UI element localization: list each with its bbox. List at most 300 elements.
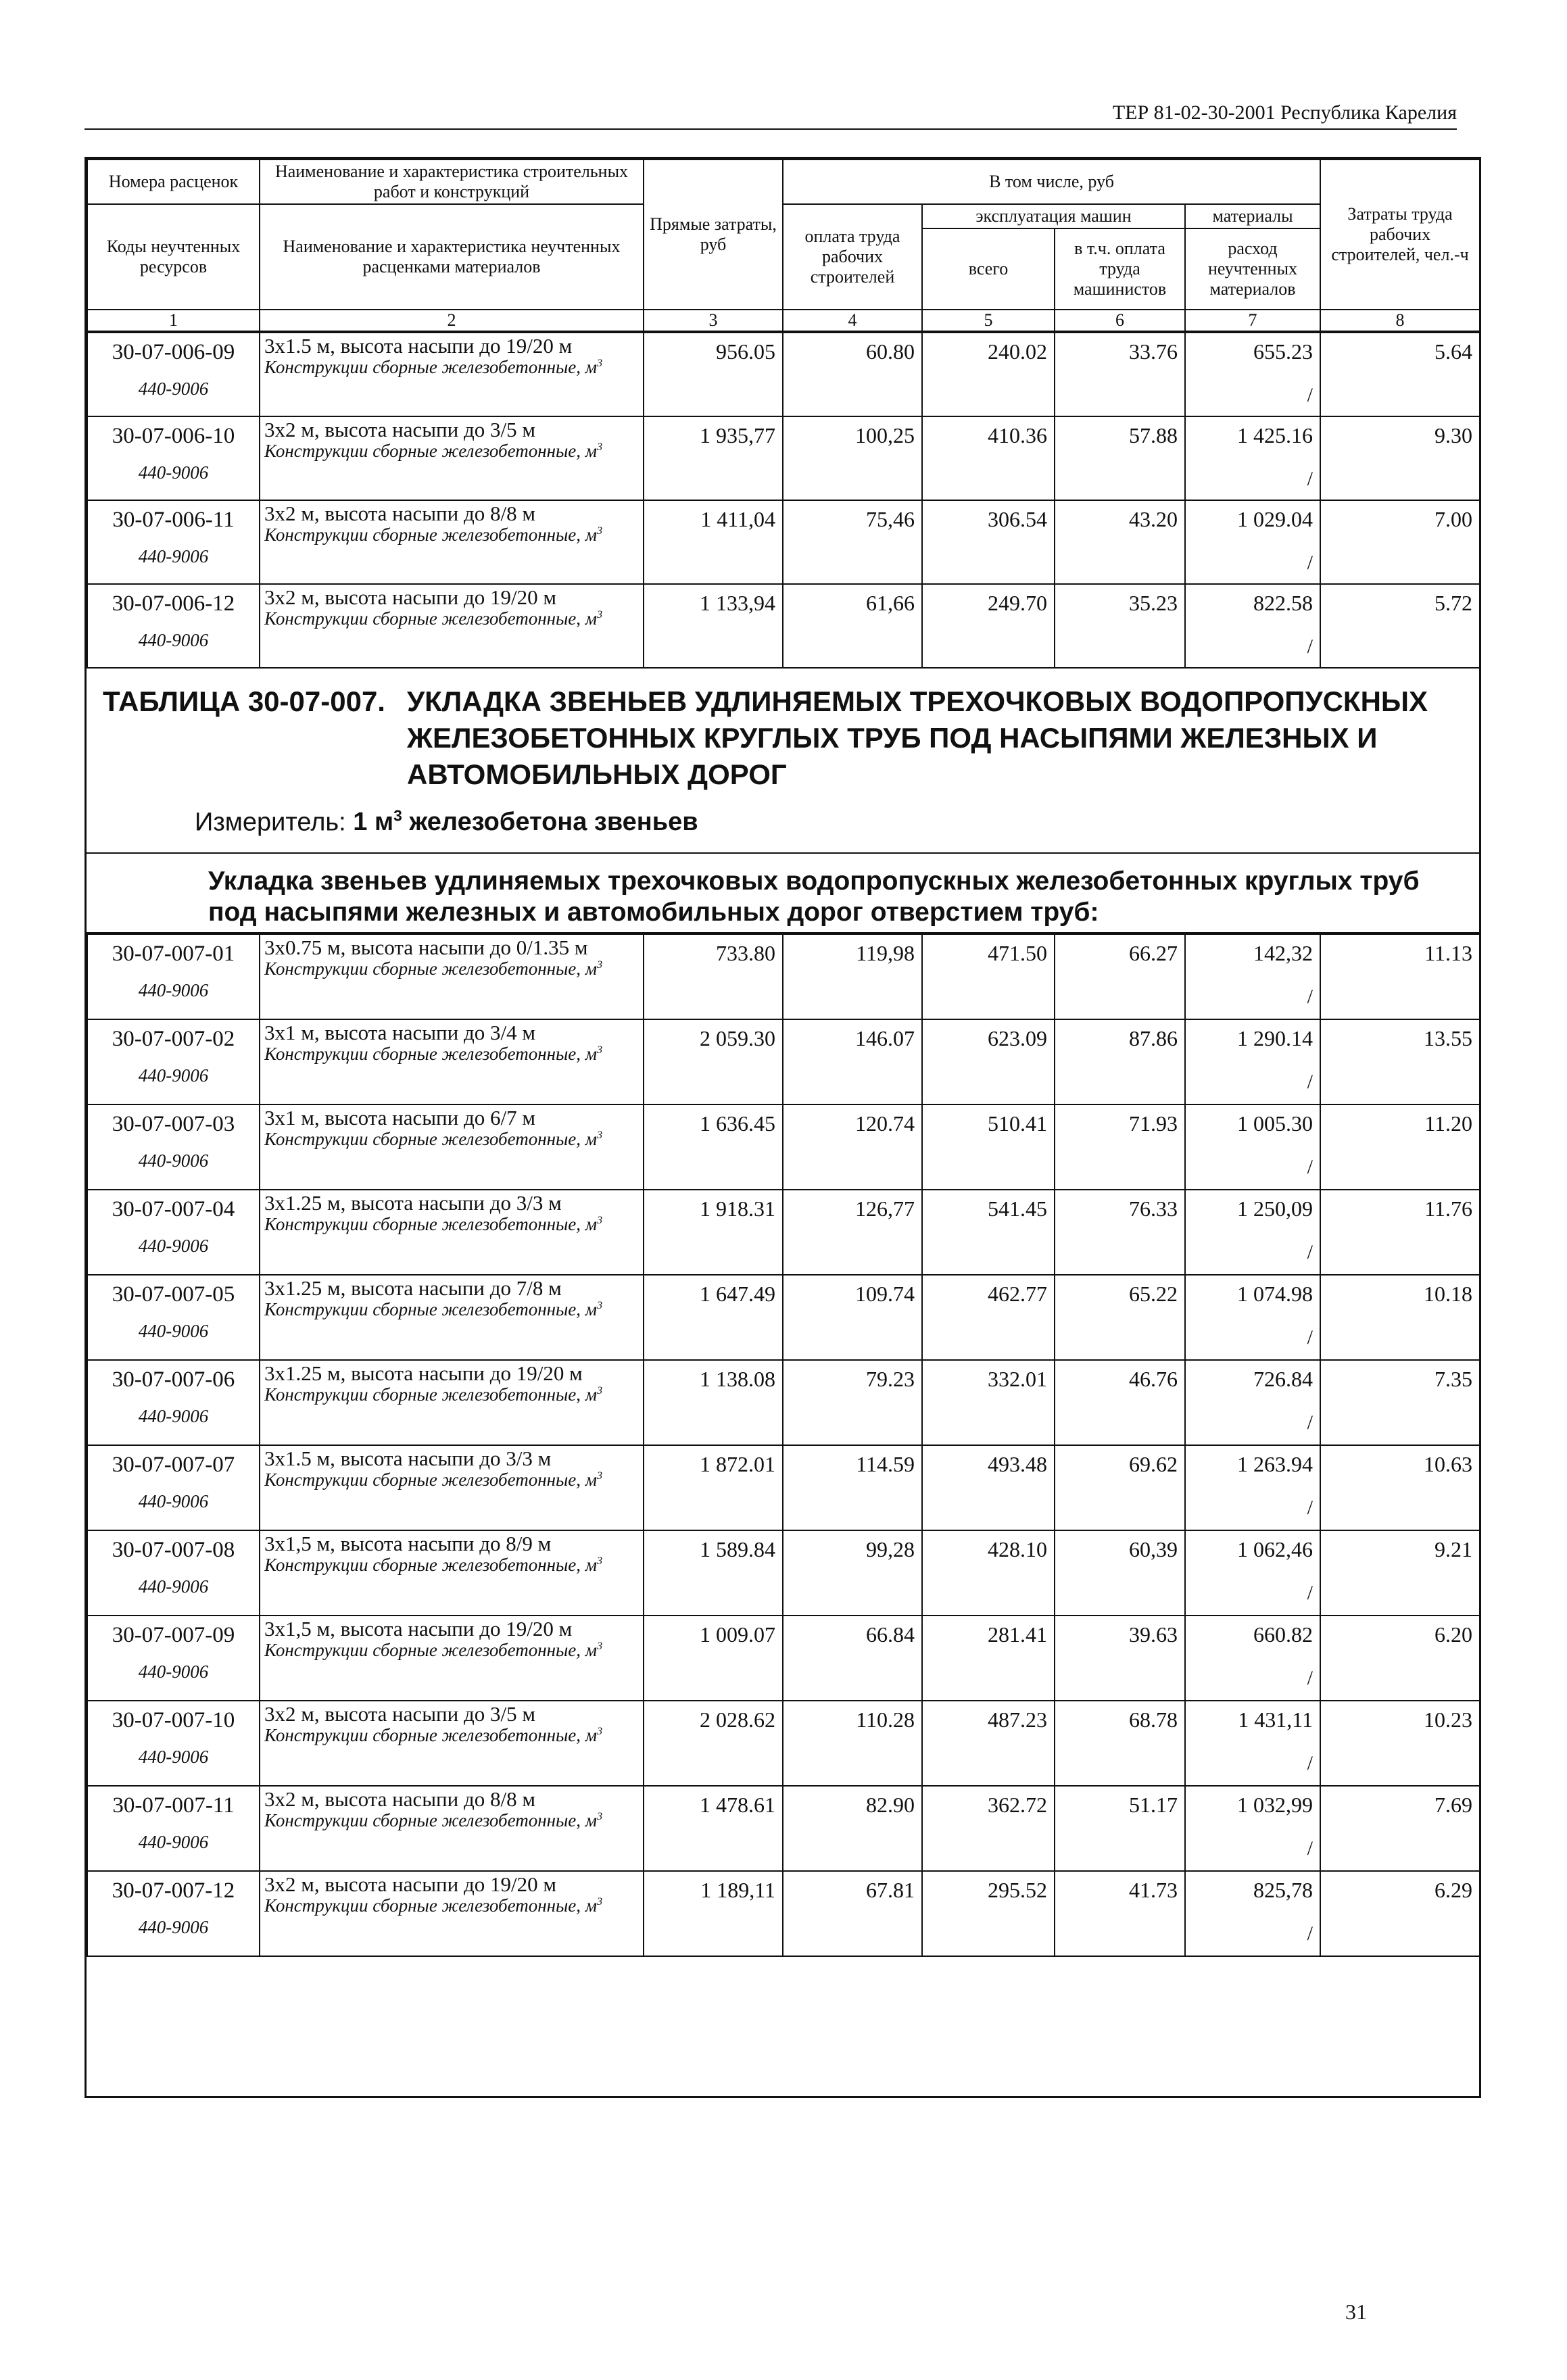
labor-hours-value — [1320, 1104, 1480, 1190]
measurement-unit-label: Измеритель: — [195, 808, 346, 837]
machine-total-value-text: 410.36 — [988, 422, 1047, 447]
measurement-unit-value: 1 м — [353, 808, 394, 837]
labor-hours-value — [1320, 1701, 1480, 1786]
worker-pay-value-text: 61,66 — [866, 590, 915, 615]
machine-total-value-text: 623.09 — [988, 1025, 1047, 1050]
material-name: Конструкции сборные железобетонные, м — [264, 1639, 598, 1660]
worker-pay-value-text: 66.84 — [866, 1622, 915, 1647]
worker-pay-value — [783, 1786, 922, 1871]
resource-unit: / — [1307, 1070, 1313, 1093]
col-num: 7 — [1185, 310, 1320, 331]
unit-exponent: 3 — [597, 958, 603, 971]
labor-hours-value-text: 10.63 — [1424, 1451, 1472, 1476]
table-row — [87, 1445, 1480, 1530]
rate-code: 30-07-007-08 — [112, 1537, 235, 1562]
work-description: 3х2 м, высота насыпи до 3/5 м — [264, 1701, 535, 1726]
header-direct-costs: Прямые затраты, руб — [644, 160, 783, 310]
unit-exponent: 3 — [597, 1895, 603, 1908]
resource-code: 440-9006 — [138, 378, 209, 399]
measurement-unit: Измеритель: 1 $м^3$ железобетона звеньев — [195, 806, 698, 837]
rate-code-cell — [87, 1104, 260, 1190]
table-row — [87, 1616, 1480, 1701]
material-description — [264, 441, 639, 460]
worker-pay-value-text: 60.80 — [866, 339, 915, 364]
materials-value — [1185, 1445, 1320, 1530]
table-row — [87, 1871, 1480, 1956]
resource-code: 440-9006 — [138, 1065, 209, 1086]
rate-code: 30-07-007-01 — [112, 941, 235, 966]
direct-costs-value-text: 1 138.08 — [700, 1366, 775, 1391]
table-row — [87, 1530, 1480, 1616]
worker-pay-value — [783, 934, 922, 1019]
work-description: 3х1,5 м, высота насыпи до 8/9 м — [264, 1531, 552, 1555]
material-name: Конструкции сборные железобетонные, м — [264, 524, 598, 545]
rate-code-cell — [87, 1616, 260, 1701]
resource-unit: / — [1307, 1751, 1313, 1774]
rate-code: 30-07-007-12 — [112, 1878, 235, 1903]
machinist-pay-value-text: 71.93 — [1129, 1111, 1178, 1136]
materials-value — [1185, 1530, 1320, 1616]
resource-unit: / — [1307, 467, 1313, 490]
machinist-pay-value — [1055, 1445, 1185, 1530]
unit-exponent: 3 — [597, 1810, 603, 1822]
materials-value-text: 1 250,09 — [1237, 1196, 1313, 1221]
resource-unit: / — [1307, 1496, 1313, 1519]
worker-pay-value — [783, 333, 922, 416]
machinist-pay-value-text: 57.88 — [1129, 422, 1178, 447]
material-name: Конструкции сборные железобетонные, м — [264, 440, 598, 461]
resource-code: 440-9006 — [138, 1576, 209, 1597]
direct-costs-value — [644, 1360, 783, 1445]
rates-table-bottom — [87, 933, 1480, 1957]
material-description — [264, 1811, 639, 1830]
resource-code: 440-9006 — [138, 629, 209, 650]
table-row — [87, 1701, 1480, 1786]
work-description: 3х1.5 м, высота насыпи до 19/20 м — [264, 333, 573, 358]
direct-costs-value-text: 733.80 — [716, 940, 775, 965]
resource-code: 440-9006 — [138, 1406, 209, 1426]
work-description: 3х2 м, высота насыпи до 8/8 м — [264, 1787, 535, 1811]
direct-costs-value-text: 1 133,94 — [700, 590, 775, 615]
labor-hours-value-text: 9.30 — [1435, 422, 1472, 447]
table-row — [87, 500, 1480, 584]
labor-hours-value — [1320, 1871, 1480, 1956]
resource-code: 440-9006 — [138, 1917, 209, 1937]
material-name: Конструкции сборные железобетонные, м — [264, 356, 598, 377]
machinist-pay-value-text: 66.27 — [1129, 940, 1178, 965]
worker-pay-value-text: 110.28 — [856, 1707, 915, 1732]
table-row — [87, 584, 1480, 668]
header-machine-operation: эксплуатация машин — [922, 204, 1185, 228]
description-cell — [260, 333, 644, 416]
unit-exponent: 3 — [597, 1384, 603, 1397]
machinist-pay-value — [1055, 1360, 1185, 1445]
table-row — [87, 1275, 1480, 1360]
rate-code-cell — [87, 1701, 260, 1786]
machinist-pay-value-text: 39.63 — [1129, 1622, 1178, 1647]
machine-total-value — [922, 416, 1055, 500]
machinist-pay-value — [1055, 1786, 1185, 1871]
direct-costs-value-text: 1 935,77 — [700, 422, 775, 447]
unit-exponent: 3 — [597, 608, 603, 621]
rate-code-cell — [87, 1786, 260, 1871]
description-cell — [260, 1275, 644, 1360]
direct-costs-value — [644, 1616, 783, 1701]
material-description — [264, 1130, 639, 1148]
machinist-pay-value — [1055, 1871, 1185, 1956]
machine-total-value — [922, 1701, 1055, 1786]
labor-hours-value-text: 6.29 — [1435, 1877, 1472, 1902]
worker-pay-value — [783, 1190, 922, 1275]
direct-costs-value — [644, 1275, 783, 1360]
labor-hours-value — [1320, 333, 1480, 416]
header-rule — [85, 128, 1457, 130]
material-name: Конструкции сборные железобетонные, м — [264, 1384, 598, 1405]
labor-hours-value — [1320, 1019, 1480, 1104]
unit-exponent: 3 — [597, 1724, 603, 1737]
machinist-pay-value-text: 68.78 — [1129, 1707, 1178, 1732]
materials-value — [1185, 1871, 1320, 1956]
machine-total-value — [922, 500, 1055, 584]
unit-exponent: 3 — [597, 524, 603, 537]
table-row — [87, 333, 1480, 416]
worker-pay-value — [783, 1360, 922, 1445]
work-description: 3х1 м, высота насыпи до 3/4 м — [264, 1020, 535, 1044]
machinist-pay-value — [1055, 1701, 1185, 1786]
resource-unit: / — [1307, 1240, 1313, 1263]
direct-costs-value-text: 1 872.01 — [700, 1451, 775, 1476]
machine-total-value-text: 510.41 — [988, 1111, 1047, 1136]
unit-exponent: 3 — [597, 1298, 603, 1311]
resource-code: 440-9006 — [138, 1661, 209, 1682]
machinist-pay-value-text: 65.22 — [1129, 1281, 1178, 1306]
resource-unit: / — [1307, 1837, 1313, 1860]
rate-code-cell — [87, 1190, 260, 1275]
materials-value — [1185, 1104, 1320, 1190]
materials-value — [1185, 500, 1320, 584]
material-description — [264, 1215, 639, 1234]
material-description — [264, 1555, 639, 1574]
material-description — [264, 1300, 639, 1319]
column-header-table — [87, 159, 1480, 332]
rate-code-cell — [87, 416, 260, 500]
machinist-pay-value — [1055, 1530, 1185, 1616]
direct-costs-value — [644, 1871, 783, 1956]
material-description — [264, 1726, 639, 1745]
machinist-pay-value — [1055, 1616, 1185, 1701]
rate-code-cell — [87, 1445, 260, 1530]
work-description: 3х2 м, высота насыпи до 8/8 м — [264, 501, 535, 525]
description-cell — [260, 1190, 644, 1275]
direct-costs-value — [644, 1104, 783, 1190]
machinist-pay-value-text: 60,39 — [1129, 1536, 1178, 1561]
rate-code-cell — [87, 934, 260, 1019]
direct-costs-value-text: 1 411,04 — [700, 506, 775, 531]
labor-hours-value-text: 7.00 — [1435, 506, 1472, 531]
direct-costs-value — [644, 1019, 783, 1104]
resource-unit: / — [1307, 551, 1313, 574]
labor-hours-value-text: 5.64 — [1435, 339, 1472, 364]
labor-hours-value — [1320, 1786, 1480, 1871]
machine-total-value — [922, 1104, 1055, 1190]
material-name: Конструкции сборные железобетонные, м — [264, 1043, 598, 1064]
worker-pay-value-text: 119,98 — [856, 940, 915, 965]
direct-costs-value — [644, 416, 783, 500]
worker-pay-value — [783, 1701, 922, 1786]
material-name: Конструкции сборные железобетонные, м — [264, 1469, 598, 1490]
machine-total-value — [922, 1445, 1055, 1530]
materials-value-text: 1 005.30 — [1237, 1111, 1313, 1136]
worker-pay-value-text: 109.74 — [855, 1281, 915, 1306]
header-unaccounted-materials: расход неучтенных материалов — [1185, 228, 1320, 310]
rate-code-cell — [87, 1275, 260, 1360]
materials-value-text: 1 431,11 — [1238, 1707, 1313, 1732]
col-num: 5 — [922, 310, 1055, 331]
material-description — [264, 1641, 639, 1659]
machine-total-value-text: 281.41 — [988, 1622, 1047, 1647]
machine-total-value — [922, 1871, 1055, 1956]
description-cell — [260, 500, 644, 584]
direct-costs-value — [644, 1786, 783, 1871]
worker-pay-value-text: 120.74 — [855, 1111, 915, 1136]
machine-total-value-text: 462.77 — [988, 1281, 1047, 1306]
table-title-text-2: ЖЕЛЕЗОБЕТОННЫХ КРУГЛЫХ ТРУБ ПОД НАСЫПЯМИ ЖЕЛЕЗНЫХ И — [407, 721, 1378, 754]
resource-unit: / — [1307, 1155, 1313, 1178]
material-name: Конструкции сборные железобетонные, м — [264, 1724, 598, 1745]
machine-total-value — [922, 333, 1055, 416]
direct-costs-value-text: 1 189,11 — [700, 1877, 775, 1902]
worker-pay-value-text: 79.23 — [866, 1366, 915, 1391]
table-row — [87, 416, 1480, 500]
rate-code-cell — [87, 584, 260, 668]
worker-pay-value-text: 99,28 — [866, 1536, 915, 1561]
direct-costs-value — [644, 584, 783, 668]
labor-hours-value — [1320, 1275, 1480, 1360]
header-materials: материалы — [1185, 204, 1320, 228]
header-including: В том числе, руб — [783, 160, 1320, 204]
unit-exponent: 3 — [597, 1639, 603, 1652]
materials-value — [1185, 1275, 1320, 1360]
machine-total-value-text: 493.48 — [988, 1451, 1047, 1476]
labor-hours-value-text: 11.76 — [1424, 1196, 1472, 1221]
direct-costs-value-text: 2 028.62 — [700, 1707, 775, 1732]
materials-value — [1185, 1360, 1320, 1445]
direct-costs-value-text: 1 478.61 — [700, 1792, 775, 1817]
col-num: 8 — [1320, 310, 1480, 331]
unit-exponent: 3 — [597, 356, 603, 369]
machinist-pay-value — [1055, 1104, 1185, 1190]
machine-total-value-text: 295.52 — [988, 1877, 1047, 1902]
material-name: Конструкции сборные железобетонные, м — [264, 958, 598, 979]
header-machine-total: всего — [922, 228, 1055, 310]
description-cell — [260, 1019, 644, 1104]
labor-hours-value — [1320, 1445, 1480, 1530]
rate-code: 30-07-007-07 — [112, 1452, 235, 1477]
materials-value — [1185, 934, 1320, 1019]
labor-hours-value-text: 11.13 — [1424, 940, 1472, 965]
material-description — [264, 358, 639, 377]
resource-code: 440-9006 — [138, 462, 209, 483]
machinist-pay-value-text: 33.76 — [1129, 339, 1178, 364]
materials-value-text: 1 032,99 — [1237, 1792, 1313, 1817]
description-cell — [260, 1445, 644, 1530]
price-table-page — [85, 157, 1481, 2098]
table-title-block — [87, 669, 1479, 852]
materials-value-text: 655.23 — [1253, 339, 1313, 364]
machine-total-value — [922, 1190, 1055, 1275]
machinist-pay-value — [1055, 416, 1185, 500]
table-row — [87, 1360, 1480, 1445]
machinist-pay-value-text: 43.20 — [1129, 506, 1178, 531]
machine-total-value-text: 306.54 — [988, 506, 1047, 531]
measurement-unit-rest: железобетона звеньев — [409, 808, 698, 837]
material-description — [264, 1044, 639, 1063]
unit-exponent: 3 — [597, 1469, 603, 1482]
col-num: 1 — [87, 310, 260, 331]
materials-value — [1185, 584, 1320, 668]
rate-code: 30-07-007-04 — [112, 1196, 235, 1221]
rate-code: 30-07-006-12 — [112, 591, 235, 616]
description-cell — [260, 1104, 644, 1190]
resource-unit: / — [1307, 1326, 1313, 1349]
work-description: 3х1.25 м, высота насыпи до 3/3 м — [264, 1190, 562, 1215]
description-cell — [260, 1701, 644, 1786]
machine-total-value — [922, 1616, 1055, 1701]
labor-hours-value — [1320, 934, 1480, 1019]
material-description — [264, 1896, 639, 1915]
materials-value — [1185, 333, 1320, 416]
materials-value — [1185, 1616, 1320, 1701]
machinist-pay-value — [1055, 1190, 1185, 1275]
resource-unit: / — [1307, 635, 1313, 658]
worker-pay-value — [783, 500, 922, 584]
materials-value-text: 1 062,46 — [1237, 1536, 1313, 1561]
machine-total-value-text: 249.70 — [988, 590, 1047, 615]
worker-pay-value-text: 100,25 — [855, 422, 915, 447]
unit-exponent: 3 — [597, 1043, 603, 1056]
machine-total-value-text: 541.45 — [988, 1196, 1047, 1221]
page-number: 31 — [1345, 2300, 1367, 2324]
machine-total-value-text: 240.02 — [988, 339, 1047, 364]
labor-hours-value-text: 7.69 — [1435, 1792, 1472, 1817]
machinist-pay-value-text: 69.62 — [1129, 1451, 1178, 1476]
work-description: 3х1,5 м, высота насыпи до 19/20 м — [264, 1616, 573, 1641]
machine-total-value — [922, 1019, 1055, 1104]
labor-hours-value — [1320, 1190, 1480, 1275]
resource-code: 440-9006 — [138, 1236, 209, 1256]
table-row — [87, 1019, 1480, 1104]
rates-table-top — [87, 332, 1480, 669]
machine-total-value — [922, 584, 1055, 668]
labor-hours-value — [1320, 1530, 1480, 1616]
resource-code: 440-9006 — [138, 545, 209, 566]
resource-unit: / — [1307, 1922, 1313, 1945]
material-description — [264, 959, 639, 978]
unit-exponent: 3 — [597, 1128, 603, 1141]
worker-pay-value — [783, 1871, 922, 1956]
unit-exponent: 3 — [597, 1554, 603, 1567]
work-description: 3х1.25 м, высота насыпи до 19/20 м — [264, 1361, 583, 1385]
rate-code-cell — [87, 333, 260, 416]
resource-unit: / — [1307, 985, 1313, 1008]
material-name: Конструкции сборные железобетонные, м — [264, 608, 598, 629]
resource-unit: / — [1307, 383, 1313, 406]
worker-pay-value — [783, 1019, 922, 1104]
materials-value-text: 726.84 — [1253, 1366, 1313, 1391]
col-num: 4 — [783, 310, 922, 331]
machinist-pay-value-text: 46.76 — [1129, 1366, 1178, 1391]
table-title-line1 — [103, 683, 1455, 720]
machinist-pay-value-text: 41.73 — [1129, 1877, 1178, 1902]
material-name: Конструкции сборные железобетонные, м — [264, 1554, 598, 1575]
work-description: 3х1 м, высота насыпи до 6/7 м — [264, 1105, 535, 1130]
machine-total-value-text: 428.10 — [988, 1536, 1047, 1561]
machinist-pay-value-text: 76.33 — [1129, 1196, 1178, 1221]
machine-total-value-text: 487.23 — [988, 1707, 1047, 1732]
machine-total-value — [922, 1360, 1055, 1445]
machine-total-value — [922, 1530, 1055, 1616]
labor-hours-value — [1320, 416, 1480, 500]
material-description — [264, 609, 639, 628]
rate-code: 30-07-006-10 — [112, 423, 235, 448]
header-material-description: Наименование и характеристика неучтенных расценками материалов — [260, 204, 644, 310]
work-description: 3х1.25 м, высота насыпи до 7/8 м — [264, 1276, 562, 1300]
material-name: Конструкции сборные железобетонные, м — [264, 1298, 598, 1319]
worker-pay-value-text: 114.59 — [856, 1451, 915, 1476]
direct-costs-value-text: 1 918.31 — [700, 1196, 775, 1221]
rate-code: 30-07-007-10 — [112, 1707, 235, 1732]
material-name: Конструкции сборные железобетонные, м — [264, 1128, 598, 1149]
labor-hours-value-text: 10.18 — [1424, 1281, 1472, 1306]
rate-code: 30-07-006-09 — [112, 339, 235, 364]
resource-code: 440-9006 — [138, 980, 209, 1000]
materials-value-text: 1 425.16 — [1237, 422, 1313, 447]
materials-value — [1185, 1019, 1320, 1104]
resource-code: 440-9006 — [138, 1150, 209, 1171]
materials-value — [1185, 1786, 1320, 1871]
table-row — [87, 1786, 1480, 1871]
description-cell — [260, 1360, 644, 1445]
material-name: Конструкции сборные железобетонные, м — [264, 1213, 598, 1234]
unit-exponent: 3 — [597, 440, 603, 453]
direct-costs-value — [644, 934, 783, 1019]
description-cell — [260, 1530, 644, 1616]
rate-code: 30-07-006-11 — [112, 507, 235, 532]
header-work-description: Наименование и характеристика строительных работ и конструкций — [260, 160, 644, 204]
description-cell — [260, 584, 644, 668]
description-cell — [260, 416, 644, 500]
materials-value-text: 822.58 — [1253, 590, 1313, 615]
material-description — [264, 525, 639, 544]
machinist-pay-value-text: 35.23 — [1129, 590, 1178, 615]
table-number: ТАБЛИЦА 30-07-007. — [103, 685, 385, 717]
material-description — [264, 1385, 639, 1404]
table-row — [87, 1190, 1480, 1275]
header-resource-codes: Коды неучтенных ресурсов — [87, 204, 260, 310]
col-num: 2 — [260, 310, 644, 331]
labor-hours-value — [1320, 500, 1480, 584]
resource-unit: / — [1307, 1581, 1313, 1604]
machine-total-value-text: 471.50 — [988, 940, 1047, 965]
direct-costs-value-text: 1 009.07 — [700, 1622, 775, 1647]
labor-hours-value — [1320, 1616, 1480, 1701]
machine-total-value — [922, 1786, 1055, 1871]
labor-hours-value-text: 5.72 — [1435, 590, 1472, 615]
rate-code-cell — [87, 1019, 260, 1104]
worker-pay-value — [783, 584, 922, 668]
worker-pay-value — [783, 1616, 922, 1701]
resource-unit: / — [1307, 1411, 1313, 1434]
